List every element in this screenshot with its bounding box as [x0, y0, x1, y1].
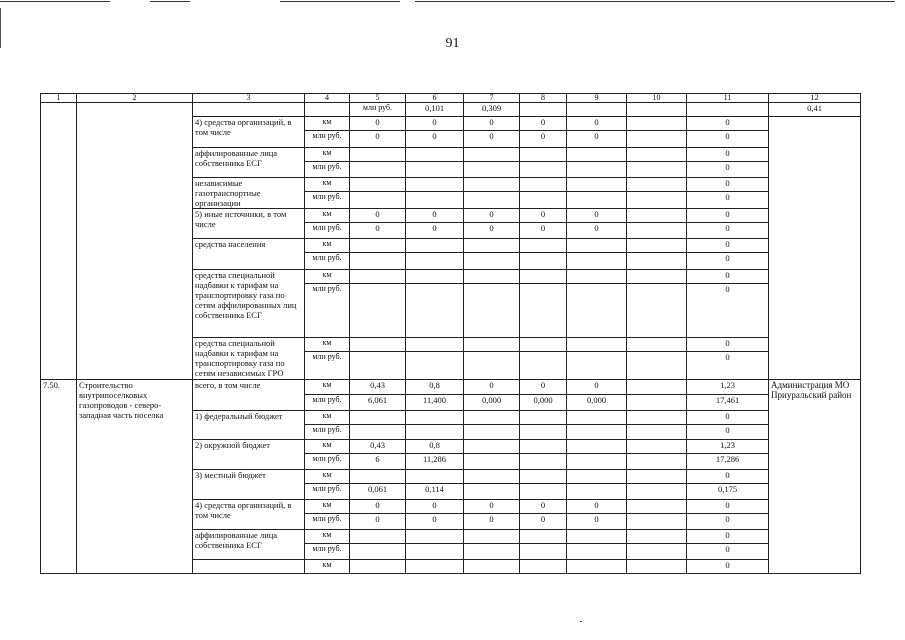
- value-cell: [520, 560, 567, 574]
- total-cell: 0: [687, 411, 769, 425]
- source-label: средства населения: [193, 239, 305, 270]
- value-cell: [567, 470, 627, 484]
- source-label: независимые газотранспортные организации: [193, 178, 305, 209]
- value-cell: [350, 470, 406, 484]
- value-cell: 11,400: [406, 395, 464, 411]
- value-cell: 0: [520, 131, 567, 148]
- column-number-header: 5: [350, 94, 406, 103]
- value-cell: 0: [464, 500, 520, 514]
- value-cell: [520, 425, 567, 440]
- value-cell: [567, 239, 627, 253]
- value-cell: 0: [406, 117, 464, 131]
- value-cell: [464, 530, 520, 544]
- value-cell: [567, 270, 627, 284]
- value-cell: [627, 380, 687, 395]
- value-cell: [567, 192, 627, 209]
- value-cell: 0: [567, 209, 627, 223]
- value-cell: [406, 470, 464, 484]
- unit-cell: млн руб.: [305, 284, 350, 338]
- unit-cell: км: [305, 117, 350, 131]
- value-cell: [567, 411, 627, 425]
- value-cell: [567, 338, 627, 352]
- value-cell: [520, 270, 567, 284]
- value-cell: 0: [406, 500, 464, 514]
- value-cell: [464, 484, 520, 500]
- unit-cell: млн руб.: [305, 352, 350, 380]
- value-cell: 0: [406, 209, 464, 223]
- value-cell: [627, 178, 687, 192]
- total-cell: 0: [687, 178, 769, 192]
- value-cell: [520, 253, 567, 270]
- value-cell: [687, 103, 769, 117]
- total-cell: 0: [687, 544, 769, 560]
- column-number-header: 4: [305, 94, 350, 103]
- value-cell: 0: [464, 223, 520, 239]
- value-cell: [464, 440, 520, 454]
- value-cell: [350, 338, 406, 352]
- total-cell: 17,461: [687, 395, 769, 411]
- unit-cell: км: [305, 148, 350, 162]
- document-table: [40, 93, 861, 574]
- source-label: 5) иные источники, в том числе: [193, 209, 305, 239]
- source-label: средства специальной надбавки к тарифам на транспортировку газа по сетям аффилированных лиц собственника ЕСГ: [193, 270, 305, 338]
- total-cell: 0: [687, 530, 769, 544]
- value-cell: 0: [350, 514, 406, 530]
- value-cell: 0: [350, 117, 406, 131]
- value-cell: 0: [567, 223, 627, 239]
- value-cell: [567, 560, 627, 574]
- value-cell: [627, 117, 687, 131]
- value-cell: [520, 338, 567, 352]
- value-cell: [464, 338, 520, 352]
- value-cell: 11,286: [406, 454, 464, 470]
- value-cell: 0: [350, 209, 406, 223]
- unit-cell: км: [305, 209, 350, 223]
- value-cell: [627, 162, 687, 178]
- value-cell: 0: [567, 117, 627, 131]
- value-cell: [567, 484, 627, 500]
- column-number-header: 2: [77, 94, 193, 103]
- value-cell: 0,43: [350, 440, 406, 454]
- value-cell: [464, 192, 520, 209]
- value-cell: 0: [350, 223, 406, 239]
- value-cell: 0: [520, 514, 567, 530]
- value-cell: 0: [567, 380, 627, 395]
- column-number-header: 9: [567, 94, 627, 103]
- value-cell: [464, 253, 520, 270]
- value-cell: [627, 270, 687, 284]
- value-cell: [406, 411, 464, 425]
- total-cell: 1,23: [687, 380, 769, 395]
- value-cell: [520, 239, 567, 253]
- value-cell: [406, 239, 464, 253]
- value-cell: [520, 178, 567, 192]
- value-cell: [520, 103, 567, 117]
- unit-cell: млн руб.: [305, 514, 350, 530]
- value-cell: [464, 352, 520, 380]
- value-cell: [520, 411, 567, 425]
- column-number-header: 11: [687, 94, 769, 103]
- total-cell: 0: [687, 284, 769, 338]
- value-cell: [627, 209, 687, 223]
- value-cell: [350, 239, 406, 253]
- total-cell: 0: [687, 117, 769, 131]
- value-cell: [627, 544, 687, 560]
- value-cell: [464, 239, 520, 253]
- value-cell: [627, 484, 687, 500]
- total-cell: 0: [687, 131, 769, 148]
- unit-cell: км: [305, 560, 350, 574]
- unit-cell: млн руб.: [305, 425, 350, 440]
- value-cell: [464, 454, 520, 470]
- value-cell: [406, 544, 464, 560]
- value-cell: [567, 253, 627, 270]
- value-cell: [567, 148, 627, 162]
- value-cell: 0: [406, 223, 464, 239]
- unit-cell: км: [305, 470, 350, 484]
- value-cell: [350, 253, 406, 270]
- value-cell: [406, 192, 464, 209]
- value-cell: [627, 514, 687, 530]
- value-cell: 0: [406, 131, 464, 148]
- value-cell: 0: [406, 514, 464, 530]
- unit-cell: млн руб.: [305, 162, 350, 178]
- source-label: 2) окружной бюджет: [193, 440, 305, 470]
- value-cell: [406, 270, 464, 284]
- total-cell: 0: [687, 514, 769, 530]
- total-cell: 0,175: [687, 484, 769, 500]
- value-cell: [627, 131, 687, 148]
- value-cell: [520, 484, 567, 500]
- value-cell: 0,000: [567, 395, 627, 411]
- value-cell: [520, 440, 567, 454]
- value-cell: [627, 148, 687, 162]
- value-cell: [567, 352, 627, 380]
- unit-cell: млн руб.: [305, 395, 350, 411]
- unit-cell: км: [305, 500, 350, 514]
- object-name-cell: Строительство внутрипоселковых газопроводов - северо-западная часть поселка: [77, 380, 193, 574]
- table-row: [41, 103, 861, 117]
- value-cell: [520, 454, 567, 470]
- source-label: [193, 560, 305, 574]
- value-cell: [627, 411, 687, 425]
- value-cell: [350, 148, 406, 162]
- unit-cell: млн руб.: [305, 484, 350, 500]
- scan-speck: [580, 621, 582, 622]
- value-cell: 0: [464, 117, 520, 131]
- value-cell: 0,8: [406, 380, 464, 395]
- page-number: 91: [445, 36, 460, 51]
- unit-cell: км: [305, 270, 350, 284]
- value-cell: [406, 352, 464, 380]
- source-label: аффилированные лица собственника ЕСГ: [193, 530, 305, 560]
- unit-cell: млн руб.: [350, 103, 406, 117]
- value-cell: [464, 148, 520, 162]
- value-cell: [627, 239, 687, 253]
- value-cell: [627, 425, 687, 440]
- unit-cell: млн руб.: [305, 253, 350, 270]
- total-cell: 0: [687, 239, 769, 253]
- header-row: [41, 94, 861, 103]
- value-cell: [520, 284, 567, 338]
- value-cell: 0: [464, 209, 520, 223]
- value-cell: [464, 162, 520, 178]
- column-number-header: 7: [464, 94, 520, 103]
- source-label: [193, 103, 305, 117]
- value-cell: [627, 560, 687, 574]
- value-cell: [567, 178, 627, 192]
- value-cell: [406, 162, 464, 178]
- value-cell: [627, 454, 687, 470]
- value-cell: 0: [464, 131, 520, 148]
- value-cell: 6,061: [350, 395, 406, 411]
- unit-cell: млн руб.: [305, 223, 350, 239]
- value-cell: [350, 192, 406, 209]
- source-label: 4) средства организаций, в том числе: [193, 500, 305, 530]
- column-number-header: 6: [406, 94, 464, 103]
- value-cell: [627, 352, 687, 380]
- column-number-header: 3: [193, 94, 305, 103]
- value-cell: [627, 470, 687, 484]
- value-cell: 0: [350, 131, 406, 148]
- column-number-header: 10: [627, 94, 687, 103]
- value-cell: [464, 544, 520, 560]
- value-cell: [406, 425, 464, 440]
- total-cell: 0: [687, 192, 769, 209]
- total-cell: 0: [687, 253, 769, 270]
- value-cell: [406, 560, 464, 574]
- value-cell: 0: [567, 500, 627, 514]
- value-cell: [520, 544, 567, 560]
- value-cell: [464, 560, 520, 574]
- total-cell: 0: [687, 223, 769, 239]
- value-cell: [406, 284, 464, 338]
- value-cell: [567, 454, 627, 470]
- top-border-line: [0, 0, 905, 4]
- value-cell: [567, 103, 627, 117]
- value-cell: 0: [520, 209, 567, 223]
- value-cell: [567, 284, 627, 338]
- unit-cell: млн руб.: [305, 454, 350, 470]
- value-cell: [350, 425, 406, 440]
- row-number-cell: [41, 103, 77, 380]
- value-cell: [406, 253, 464, 270]
- total-cell: 0: [687, 209, 769, 223]
- value-cell: [567, 162, 627, 178]
- value-cell: [567, 425, 627, 440]
- value-cell: 0: [520, 500, 567, 514]
- value-cell: [350, 560, 406, 574]
- total-cell: 0: [687, 352, 769, 380]
- unit-cell: км: [305, 380, 350, 395]
- value-cell: [350, 178, 406, 192]
- unit-cell: км: [305, 239, 350, 253]
- row-number-cell: 7.50.: [41, 380, 77, 574]
- value-cell: [627, 530, 687, 544]
- source-label: [305, 103, 350, 117]
- value-cell: 6: [350, 454, 406, 470]
- object-name-cell: [77, 103, 193, 380]
- total-cell: 0: [687, 500, 769, 514]
- unit-cell: млн руб.: [305, 131, 350, 148]
- value-cell: [350, 284, 406, 338]
- value-cell: [520, 192, 567, 209]
- value-cell: 0,061: [350, 484, 406, 500]
- value-cell: [464, 178, 520, 192]
- value-cell: [627, 440, 687, 454]
- source-label: 4) средства организаций, в том числе: [193, 117, 305, 148]
- table-row: [41, 380, 861, 395]
- value-cell: 0,43: [350, 380, 406, 395]
- value-cell: [627, 338, 687, 352]
- unit-cell: млн руб.: [305, 192, 350, 209]
- unit-cell: км: [305, 178, 350, 192]
- source-label: аффилированные лица собственника ЕСГ: [193, 148, 305, 178]
- value-cell: [350, 270, 406, 284]
- value-cell: [567, 440, 627, 454]
- value-cell: 0,000: [520, 395, 567, 411]
- value-cell: [350, 352, 406, 380]
- value-cell: [567, 544, 627, 560]
- value-cell: 0,000: [464, 395, 520, 411]
- value-cell: [627, 395, 687, 411]
- value-cell: [464, 411, 520, 425]
- value-cell: [627, 284, 687, 338]
- value-cell: 0,309: [464, 103, 520, 117]
- value-cell: [520, 162, 567, 178]
- value-cell: [627, 223, 687, 239]
- value-cell: [350, 530, 406, 544]
- value-cell: [406, 178, 464, 192]
- value-cell: 0: [464, 514, 520, 530]
- value-cell: [520, 352, 567, 380]
- total-cell: 17,286: [687, 454, 769, 470]
- unit-cell: млн руб.: [305, 544, 350, 560]
- total-cell: 0: [687, 148, 769, 162]
- value-cell: [567, 530, 627, 544]
- value-cell: 0: [567, 131, 627, 148]
- total-cell: 0: [687, 470, 769, 484]
- value-cell: [627, 253, 687, 270]
- responsible-cell: Администрация МО Приуральский район: [769, 380, 861, 574]
- unit-cell: км: [305, 338, 350, 352]
- value-cell: [406, 530, 464, 544]
- total-cell: 0,41: [769, 103, 861, 117]
- value-cell: [350, 411, 406, 425]
- column-number-header: 1: [41, 94, 77, 103]
- value-cell: 0: [520, 380, 567, 395]
- total-cell: 0: [687, 560, 769, 574]
- value-cell: [406, 338, 464, 352]
- value-cell: [464, 284, 520, 338]
- value-cell: 0,101: [406, 103, 464, 117]
- column-number-header: 8: [520, 94, 567, 103]
- value-cell: [520, 148, 567, 162]
- value-cell: [350, 544, 406, 560]
- value-cell: 0,114: [406, 484, 464, 500]
- value-cell: [627, 103, 687, 117]
- source-label: средства специальной надбавки к тарифам на транспортировку газа по сетям независимых ГРО: [193, 338, 305, 380]
- value-cell: [627, 500, 687, 514]
- unit-cell: км: [305, 530, 350, 544]
- value-cell: [464, 425, 520, 440]
- source-label: 1) федеральный бюджет: [193, 411, 305, 440]
- total-cell: 0: [687, 270, 769, 284]
- value-cell: [406, 148, 464, 162]
- value-cell: 0: [567, 514, 627, 530]
- value-cell: 0: [350, 500, 406, 514]
- unit-cell: км: [305, 411, 350, 425]
- source-label: всего, в том числе: [193, 380, 305, 411]
- value-cell: [520, 470, 567, 484]
- total-cell: 0: [687, 338, 769, 352]
- value-cell: 0: [520, 223, 567, 239]
- unit-cell: км: [305, 440, 350, 454]
- value-cell: [520, 530, 567, 544]
- value-cell: [350, 162, 406, 178]
- total-cell: 0: [687, 425, 769, 440]
- value-cell: [464, 470, 520, 484]
- value-cell: [464, 270, 520, 284]
- source-label: 3) местный бюджет: [193, 470, 305, 500]
- value-cell: 0: [520, 117, 567, 131]
- total-cell: 0: [687, 162, 769, 178]
- value-cell: 0,8: [406, 440, 464, 454]
- column-number-header: 12: [769, 94, 861, 103]
- total-cell: 1,23: [687, 440, 769, 454]
- value-cell: [627, 192, 687, 209]
- value-cell: 0: [464, 380, 520, 395]
